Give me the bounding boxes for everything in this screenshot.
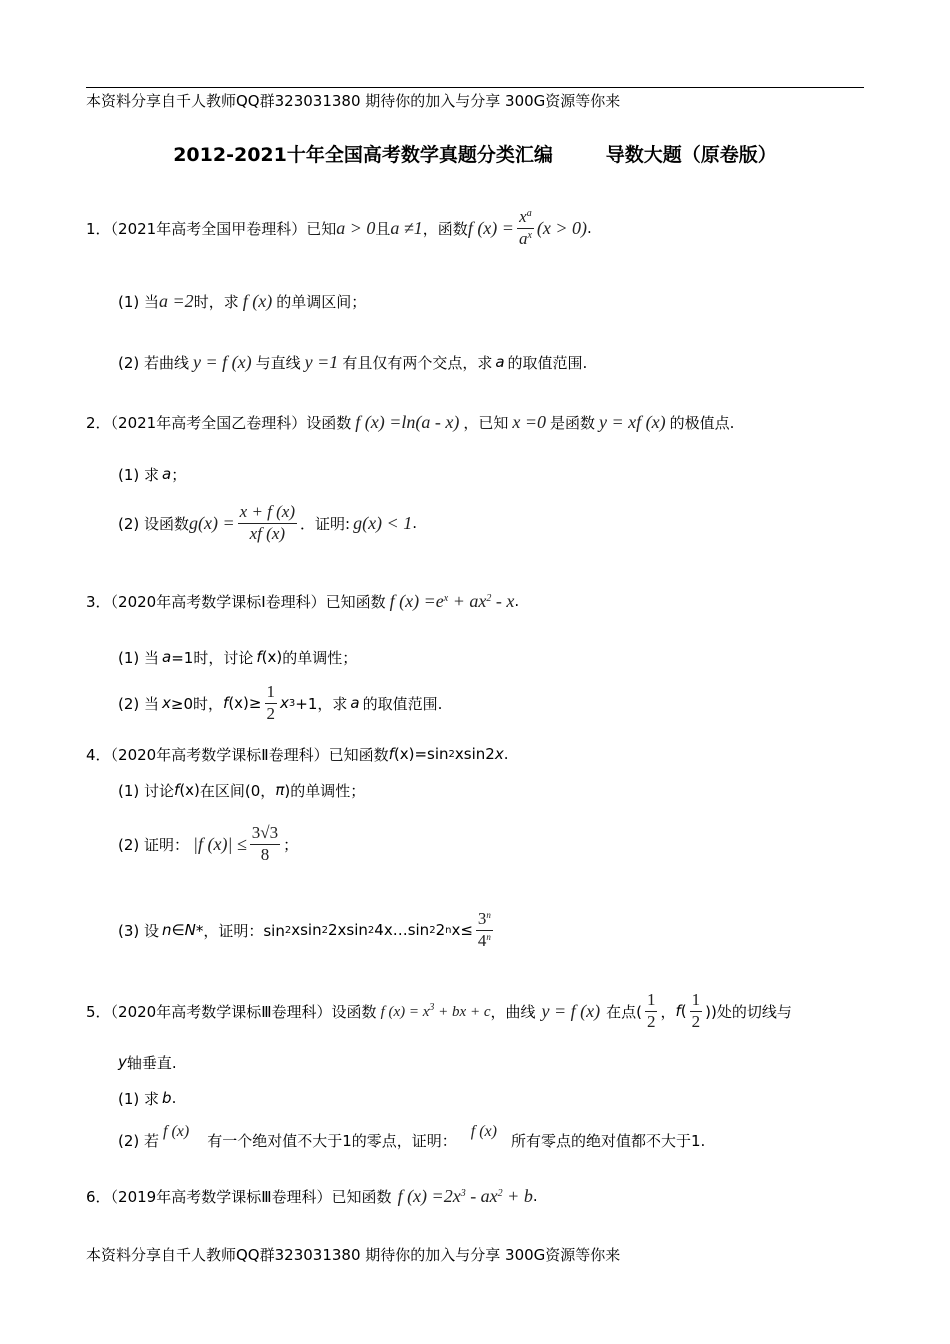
q6-f-sup2: 2 xyxy=(497,1187,503,1199)
q3-p2-x3-sup: 3 xyxy=(288,697,296,709)
q3-p2-end: 的取值范围. xyxy=(362,694,443,713)
q4-p3-d: 4x…sin xyxy=(374,921,430,939)
q5-point-fraction xyxy=(645,990,658,1032)
question-3 xyxy=(86,584,519,618)
footer-note: 本资料分享自千人教师QQ群323031380 期待你的加入与分享 300G资源等你来 xyxy=(86,1246,621,1264)
q4-p1-lead: (1) 讨论 xyxy=(118,781,175,800)
q3-f-tail: - x xyxy=(495,590,515,611)
q3-p1-end: 的单调性； xyxy=(282,648,358,667)
q5-p1-lead: (1) 求 xyxy=(118,1089,160,1108)
q2-p1-end: ； xyxy=(171,465,187,484)
q5-paren: ( xyxy=(680,1002,687,1020)
q3-p2-fx: (x) xyxy=(228,694,249,712)
q1-p2-end-a: 有且仅有两个交点，求 xyxy=(342,353,493,372)
q4-p2-num: 3√3 xyxy=(251,823,279,843)
q5-p1-end: . xyxy=(171,1089,177,1107)
q5-pt2-den: 2 xyxy=(691,1011,701,1031)
q3-f-sup2: 2 xyxy=(486,592,492,604)
q3-p1-cond2: =1时，讨论 xyxy=(171,648,254,667)
q2-p1-var: a xyxy=(162,465,172,483)
question-1-part-2 xyxy=(118,345,587,379)
q1-p2-lead: (2) 若曲线 xyxy=(118,353,190,372)
question-6 xyxy=(86,1180,538,1212)
q6-lead: 6．（2019年高考数学课标Ⅲ卷理科）已知函数 xyxy=(86,1187,392,1206)
q4-p3-e: 2 xyxy=(435,921,446,939)
page-title: 2012-2021十年全国高考数学真题分类汇编 导数大题（原卷版） xyxy=(173,144,777,166)
q6-end: . xyxy=(532,1187,538,1205)
q3-f: f (x) =e xyxy=(389,590,444,611)
q2-fraction xyxy=(238,502,297,544)
q4-p3-star: *，证明：sin xyxy=(195,921,285,940)
q4-p3-lead: (3) 设 xyxy=(118,921,160,940)
q4-p2-abs: |f (x)| ≤ xyxy=(193,833,247,854)
q2-y: y = xf (x) xyxy=(599,411,666,432)
q4-p3-s5: n xyxy=(445,924,452,936)
q1-lead: 1．（2021年高考全国甲卷理科）已知 xyxy=(86,219,337,238)
q4-p3-s4: 2 xyxy=(429,924,436,936)
question-5-part-1 xyxy=(118,1086,176,1110)
q5-cont-var: y xyxy=(118,1053,127,1071)
q1-p1-f: f (x) xyxy=(242,290,273,311)
q4-f-def-x: x xyxy=(494,745,504,763)
q5-f-rest: + bx + c xyxy=(438,1003,491,1020)
q1-f-lhs: f (x) = xyxy=(467,217,514,238)
q2-lead: 2．（2021年高考全国乙卷理科）设函数 xyxy=(86,413,352,432)
q2-x0: x =0 xyxy=(512,411,546,432)
q4-p1-end: )的单调性； xyxy=(284,781,366,800)
q3-p2-x: x xyxy=(162,694,171,712)
question-4-part-2 xyxy=(118,814,298,874)
q3-p2-f: f xyxy=(223,694,229,712)
q4-p2-fraction xyxy=(250,823,280,865)
q3-lead: 3．（2020年高考数学课标Ⅰ卷理科）已知函数 xyxy=(86,592,386,611)
question-2-part-2 xyxy=(118,496,417,550)
q4-p2-den: 8 xyxy=(260,844,270,864)
q5-curve: y = f (x) xyxy=(541,1000,601,1021)
q6-f-tail: + b xyxy=(507,1185,533,1206)
q3-fraction xyxy=(265,682,278,724)
q1-f-den-sup: x xyxy=(527,229,532,241)
q5-p2-lead: (2) 若 xyxy=(118,1131,160,1150)
q5-lead: 5．（2020年高考数学课标Ⅲ卷理科）设函数 xyxy=(86,1002,377,1021)
q3-p2-x3: x xyxy=(280,694,289,712)
q3-p2-ge: ≥ xyxy=(248,694,262,712)
question-4-part-3 xyxy=(118,898,496,962)
q3-p2-num: 1 xyxy=(266,682,275,702)
q4-p3-f: x≤ xyxy=(451,921,473,939)
q5-p1-var: b xyxy=(162,1089,172,1107)
q3-p2-var: a xyxy=(350,694,360,712)
q3-p1-f: f xyxy=(256,648,262,666)
q4-p1-x: (x) xyxy=(179,781,200,799)
q4-end: . xyxy=(503,745,509,763)
q2-p2-end: . xyxy=(412,514,417,532)
q1-p2-var: a xyxy=(495,353,505,371)
q4-f: f xyxy=(388,745,394,763)
q1-f-num: x xyxy=(519,207,527,227)
q5-pt-den: 2 xyxy=(646,1011,656,1031)
q4-p1-f: f xyxy=(174,781,180,799)
q1-p2-end-b: 的取值范围. xyxy=(507,353,588,372)
q1-p2-mid: 与直线 xyxy=(255,353,301,372)
q4-f-sup: 2 xyxy=(448,748,455,760)
question-5 xyxy=(86,986,792,1036)
q4-p3-N: N xyxy=(184,921,196,939)
question-2-part-1 xyxy=(118,462,186,486)
q1-func-lead: ，函数 xyxy=(422,219,468,238)
header-rule xyxy=(86,87,864,88)
q5-mid2: 在点( xyxy=(606,1002,642,1021)
q4-p3-c: 2xsin xyxy=(327,921,368,939)
q4-p1-pi: π xyxy=(275,781,285,799)
q1-cond2: a ≠1 xyxy=(390,217,423,238)
q5-p2-mid: 有一个绝对值不大于1的零点，证明： xyxy=(207,1131,457,1150)
q1-p1-mid: 时，求 xyxy=(193,292,239,311)
q3-p1-fx: (x) xyxy=(261,648,283,666)
q5-pt2-num: 1 xyxy=(691,990,701,1010)
q6-f-rest: - ax xyxy=(470,1185,498,1206)
q3-f-rest: + ax xyxy=(452,590,487,611)
q1-cond-join: 且 xyxy=(375,219,391,238)
q3-p2-tail: +1，求 xyxy=(295,694,348,713)
q5-p2-f2: f (x) xyxy=(470,1123,497,1140)
q5-f-sup: 3 xyxy=(429,1001,435,1013)
q2-mid: ，已知 xyxy=(463,413,509,432)
q4-p3-in: ∈ xyxy=(171,921,185,939)
header-note: 本资料分享自千人教师QQ群323031380 期待你的加入与分享 300G资源等你来 xyxy=(86,92,621,110)
q4-p1-mid: 在区间(0， xyxy=(199,781,276,800)
q3-f-sup: x xyxy=(443,592,449,604)
q1-f-den: a xyxy=(518,228,528,248)
q6-f-sup: 3 xyxy=(460,1187,466,1199)
q5-pt-num: 1 xyxy=(646,990,656,1010)
q4-f-def-a: (x)=sin xyxy=(393,745,449,763)
question-3-part-1 xyxy=(118,645,357,669)
q3-end: . xyxy=(514,592,520,610)
q3-p1-cond: a xyxy=(162,648,172,666)
q2-p1-lead: (1) 求 xyxy=(118,465,160,484)
q2-f: f (x) =ln(a - x) xyxy=(355,411,460,432)
question-2 xyxy=(86,404,734,440)
q1-p1-end: 的单调区间； xyxy=(276,292,367,311)
q4-p3-s3: 2 xyxy=(367,924,375,936)
q4-p3-n: n xyxy=(162,921,172,939)
q5-point2-fraction xyxy=(690,990,703,1032)
q4-lead: 4．（2020年高考数学课标Ⅱ卷理科）已知函数 xyxy=(86,745,389,764)
q1-end: . xyxy=(587,219,592,237)
q1-p2-curve: y = f (x) xyxy=(193,351,252,372)
q3-p2-cond: ≥0时， xyxy=(170,694,224,713)
q5-p2-end: 所有零点的绝对值都不大于1. xyxy=(510,1131,706,1150)
q5-f2: f xyxy=(675,1002,681,1020)
question-4-part-1 xyxy=(118,778,365,802)
q5-cont: 轴垂直. xyxy=(126,1053,177,1072)
q4-f-def-b: xsin2 xyxy=(454,745,495,763)
q4-p3-num: 3 xyxy=(477,909,487,929)
question-4 xyxy=(86,742,509,766)
q2-g-num: x + f (x) xyxy=(239,502,296,522)
q4-p3-fraction xyxy=(476,909,493,951)
q2-p2-lead: (2) 设函数 xyxy=(118,514,190,533)
question-3-part-2 xyxy=(118,678,442,728)
q1-fraction xyxy=(517,207,534,249)
q4-p3-s1: 2 xyxy=(284,924,292,936)
q1-p2-line: y =1 xyxy=(304,351,339,372)
q2-p2-ineq: g(x) < 1 xyxy=(353,512,413,533)
q3-p2-den: 2 xyxy=(266,703,275,723)
q1-p1-cond: a =2 xyxy=(159,290,194,311)
q4-p3-den-sup: n xyxy=(486,931,491,942)
q1-f-num-sup: a xyxy=(526,208,532,220)
q1-cond1: a > 0 xyxy=(336,217,376,238)
question-1 xyxy=(86,198,592,258)
q3-p2-lead: (2) 当 xyxy=(118,694,160,713)
q2-mid2: 是函数 xyxy=(550,413,596,432)
q3-p1-lead: (1) 当 xyxy=(118,648,160,667)
q2-g-den: xf (x) xyxy=(249,523,286,543)
question-5-continued xyxy=(118,1050,177,1074)
q5-mid3: ， xyxy=(660,1002,676,1021)
q4-p2-end: ； xyxy=(283,835,299,854)
q1-p1-lead: (1) 当 xyxy=(118,292,160,311)
q5-f: f (x) = x xyxy=(380,1003,430,1020)
q5-p2-f: f (x) xyxy=(163,1123,190,1140)
q5-mid: ，曲线 xyxy=(490,1002,536,1021)
q4-p3-s2: 2 xyxy=(321,924,328,936)
q4-p2-lead: (2) 证明： xyxy=(118,835,190,854)
question-5-part-2 xyxy=(118,1120,705,1160)
q1-f-domain: (x > 0) xyxy=(536,217,588,238)
q2-g-lhs: g(x) = xyxy=(189,512,235,533)
q6-f: f (x) =2x xyxy=(397,1185,461,1206)
q2-p2-mid: ．证明: xyxy=(300,514,351,533)
q5-end: ))处的切线与 xyxy=(705,1002,792,1021)
q4-p3-b: xsin xyxy=(291,921,322,939)
question-1-part-1 xyxy=(118,284,366,318)
q4-p3-num-sup: n xyxy=(486,910,491,921)
q4-p3-den: 4 xyxy=(477,930,487,950)
q2-end: 的极值点. xyxy=(669,413,735,432)
